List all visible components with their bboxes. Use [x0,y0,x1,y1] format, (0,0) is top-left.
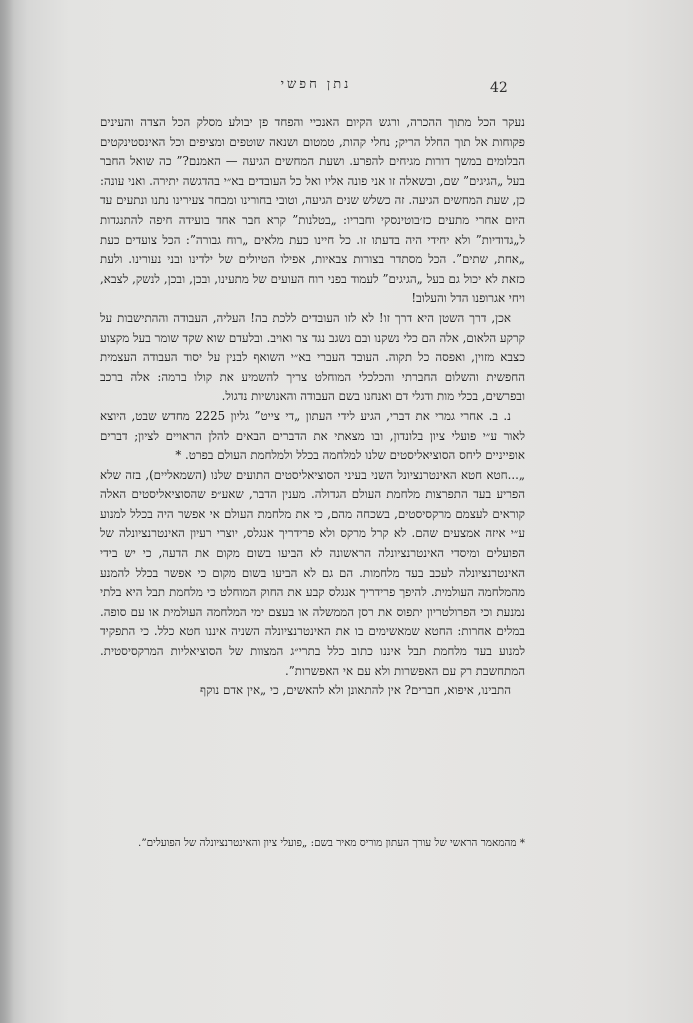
page-header [0,76,693,100]
footnote [100,834,525,852]
paragraph: נעקר הכל מתוך ההכרה, ורגש הקיום האנכיי והפחד פן יבולע מסלק הכל הצדה והעינים פקוחות אל תוך החלל הריק; נחלי קהות, טמטום ושנאה שוטפים ומציפים וכל האינסטינקטים הבלומים במשך דורות מגיחים להפרע. ושעת המחשים הגיעה — האמנם?” כה שואל החבר בעל „הגיגים” שם, ובשאלה זו אני פונה אליו ואל כל העובדים בא״י בהדגשה יתירה. ואני עונה: כן, שעת המחשים הגיעה. זה כשלש שנים הגיעה, וטובי בחורינו ומבחר צעירינו נתנו ונתעים עד היום אחרי מתעים כז׳בוטינסקי וחבריו: „בטלנות” קרא חבר אחד בועידה חיפה להתנגדות ל„גדודיות” ולא יחידי היה בדעתו זו. כל חיינו כעת מלאים „רוח גבורה”: הכל צועדים כעת „אחת, שתים”. הכל מסתדר בצורות צבאיות, אפילו הטיולים של ילדינו ובני נעורינו. ולעת כזאת לא יכול גם בעל „הגיגים” לעמוד בפני רוח העועים של מתעינו, ובכן, ובכן, לנשק, לצבא, ויחי אגרופנו הדל והעלוב! [100,115,525,306]
paragraph: התבינו, איפוא, חברים? אין להתאונן ולא להאשים, כי „אין אדם נוקף [199,683,511,698]
running-head: נתן חפשי [280,77,352,92]
page-gutter-shadow [0,0,14,1023]
footnote-text: * מהמאמר הראשי של עורך העתון מוריס מאיר בשם: „פועלי ציון והאינטרנציונלה של הפועלים”. [138,837,525,849]
page-number: 42 [490,80,508,96]
paragraph: נ. ב. אחרי גמרי את דברי, הגיע לידי העתון „די צייט” גליון 2225 מחדש שבט, היוצא לאור ע״י פועלי ציון בלונדון, ובו מצאתי את הדברים הבאים להלן הראויים לציון; דברים אופייניים ליחס הסוציאליסטים שלנו למלחמה בכלל ולמלחמת העולם בפרט. * [100,408,525,463]
block-quote: „...חטא חטא האינטרנציונל השני בעיני הסוציאליסטים התועים שלנו (השמאליים), בזה שלא הפריע בעד התפרצות מלחמת העולם הגדולה. מענין הדבר, שאע״פ שהסוציאליסטים האלה קוראים לעצמם מרקסיסטים, בשכחה מהם, כי את מלחמת העולם אי אפשר היה בכלל למנוע ע״י איזה אמצעים שהם. לא קרל מרקס ולא פרידריך אנגלס, יוצרי רעיון האינטרנציונלה של הפועלים ומיסדי האינטרנציונלה הראשונה לא הביעו בשום מקום את הדעה, כי יש בידי האינטרנציונלה לעכב בעד מלחמות. הם גם לא הביעו בשום מקום כי אפשר בכלל להמנע מהמלחמה העולמית. להיפך פרידריך אנגלס קבע את החוק המוחלט כי מלחמת תבל היא בלתי נמנעת וכי הפרולטריון יתפוס את רסן הממשלה או בעצם ימי המלחמה העולמית או עם סופה. במלים אחרות: החטא שמאשימים בו את האינטרנציונלה השניה איננו חטא כלל. כי התפקיד למנוע בעד מלחמת תבל איננו כתוב כלל בתרי״ג המצוות של הסוציאליות המרקסיסטית. המתחשבת רק עם האפשרות ולא עם אי האפשרות”. [100,467,525,678]
body-text [100,113,525,701]
paragraph: אכן, דרך השטן היא דרך זו! לא לזו העובדים ללכת בה! העליה, העבודה וההתישבות על קרקע הלאום, אלה הם כלי נשקנו ובם נשגב נגד צר ואויב. ובלעדם שוא שקד שומר בעל מקצוע כצבא מזוין, ואפסה כל תקוה. העובד העברי בא״י השואף לבנין על יסוד העבודה העצמית החפשית והשלום החברתי והכלכלי המוחלט צריך להשמיע את קולו ברמה: אלה ברכב ובפרשים, בכלי מות ודגלי דם ואנחנו בשם העבודה והאנושיות נדגול. [100,310,525,404]
